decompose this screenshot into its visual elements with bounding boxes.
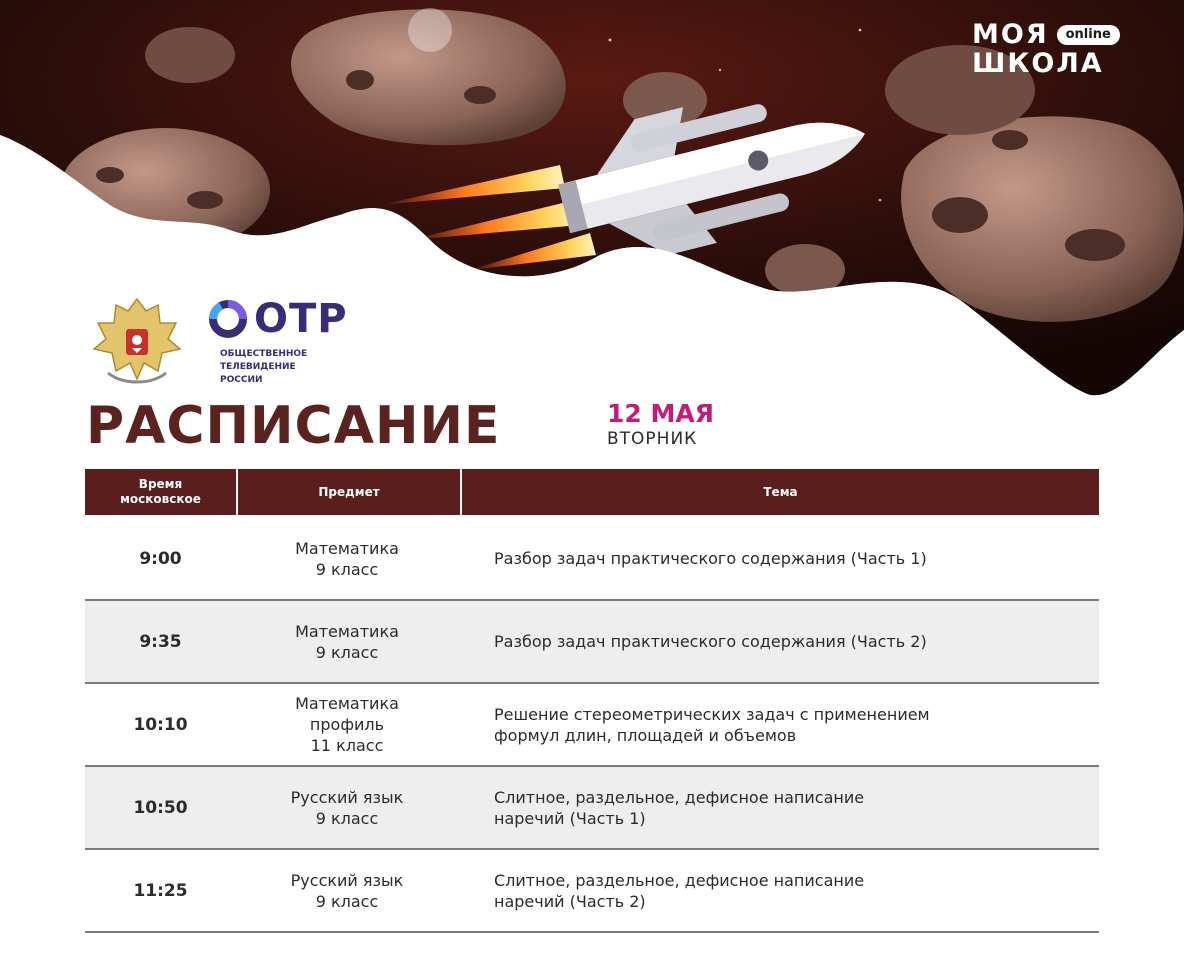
row-subject: Математика 9 класс [295, 538, 399, 579]
row-topic: Слитное, раздельное, дефисное написание наречий (Часть 2) [494, 870, 865, 911]
table-header [85, 469, 1099, 515]
row-topic: Разбор задач практического содержания (Часть 1) [494, 549, 927, 568]
brand-word-2: ШКОЛА [972, 48, 1104, 79]
row-topic: Слитное, раздельное, дефисное написание наречий (Часть 1) [494, 787, 865, 828]
row-subject: Русский язык 9 класс [290, 787, 404, 828]
row-time: 10:50 [133, 797, 188, 818]
row-subject: Математика профиль 11 класс [295, 694, 399, 755]
row-topic: Разбор задач практического содержания (Часть 2) [494, 632, 927, 651]
header-topic: Тема [763, 484, 798, 499]
header-subject: Предмет [238, 469, 462, 515]
table-row [85, 518, 1099, 601]
row-time: 9:35 [139, 631, 182, 652]
row-time: 9:00 [139, 548, 182, 569]
table-row [85, 684, 1099, 767]
header-time: Время московское [85, 469, 238, 515]
row-subject: Русский язык 9 класс [290, 870, 404, 911]
row-time: 10:10 [133, 714, 188, 735]
otr-subtitle: ОБЩЕСТВЕННОЕ ТЕЛЕВИДЕНИЕ РОССИИ [220, 349, 308, 385]
table-row [85, 850, 1099, 933]
otr-ring-icon [208, 299, 248, 339]
row-time: 11:25 [133, 880, 188, 901]
brand-word-1: МОЯ [972, 19, 1049, 50]
schedule-table [85, 469, 1099, 933]
russian-coat-of-arms-icon [88, 293, 186, 389]
table-row [85, 601, 1099, 684]
row-topic: Решение стереометрических задач с применением формул длин, площадей и объемов [494, 704, 930, 745]
row-subject: Математика 9 класс [295, 621, 399, 662]
otr-logo [208, 296, 348, 387]
otr-letters: ОТР [254, 296, 348, 342]
online-badge: online [1057, 25, 1120, 45]
page-title: РАСПИСАНИЕ [86, 396, 501, 456]
moya-shkola-logo [972, 20, 1120, 78]
table-row [85, 767, 1099, 850]
schedule-date: 12 МАЯ [607, 399, 714, 428]
schedule-weekday: ВТОРНИК [607, 429, 698, 449]
